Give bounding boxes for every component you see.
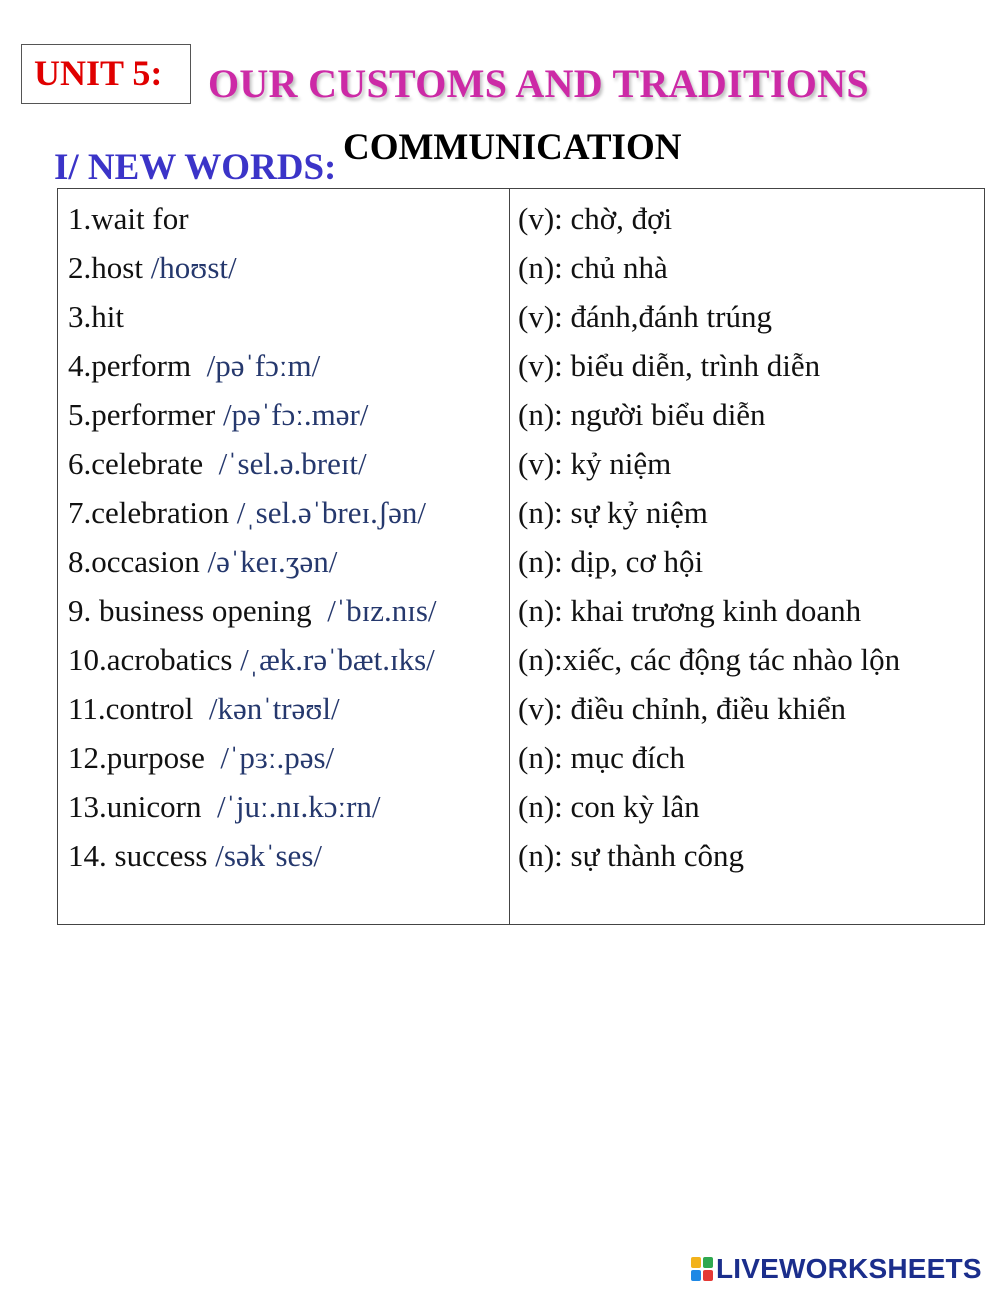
word-pronunciation: /ˈjuː.nɪ.kɔːrn/ (216, 789, 381, 824)
page-subtitle: COMMUNICATION (343, 127, 682, 168)
word-entry (68, 834, 509, 883)
word-pronunciation: /ˈpɜː.pəs/ (220, 740, 335, 775)
word-meaning: (n):xiếc, các động tác nhào lộn (518, 642, 901, 677)
word-entry (68, 197, 509, 246)
word-meaning: (n): người biểu diễn (518, 397, 766, 432)
word-meaning: (n): chủ nhà (518, 250, 668, 285)
word-pronunciation: /ˈsel.ə.breɪt/ (218, 446, 367, 481)
page-title: OUR CUSTOMS AND TRADITIONS (208, 61, 869, 106)
word-text: 11.control (68, 691, 209, 726)
unit-label-box (21, 44, 191, 104)
word-text: 14. success (68, 838, 216, 873)
word-pronunciation: /kənˈtrəʊl/ (208, 691, 340, 726)
word-entry (68, 442, 509, 491)
word-text: 2.host (68, 250, 151, 285)
word-meaning: (v): điều chỉnh, điều khiển (518, 691, 846, 726)
word-meaning: (n): dịp, cơ hội (518, 544, 704, 579)
word-text: 12.purpose (68, 740, 221, 775)
word-entry (68, 687, 509, 736)
word-text: 8.occasion (68, 544, 208, 579)
word-text: 9. business opening (68, 593, 328, 628)
word-meaning: (v): chờ, đợi (518, 201, 673, 236)
section-heading: I/ NEW WORDS: (54, 147, 337, 188)
word-meaning: (n): con kỳ lân (518, 789, 700, 824)
word-entry (68, 638, 509, 687)
word-entry (68, 540, 509, 589)
word-meaning: (v): đánh,đánh trúng (518, 299, 772, 334)
meanings-column (510, 189, 984, 924)
word-text: 7.celebration (68, 495, 237, 530)
word-text: 5.performer (68, 397, 223, 432)
word-pronunciation: /pəˈfɔːm/ (206, 348, 321, 383)
word-pronunciation: /hoʊst/ (150, 250, 237, 285)
word-entry (68, 344, 509, 393)
unit-label: UNIT 5: (34, 53, 163, 93)
word-meaning: (n): sự thành công (518, 838, 745, 873)
word-entry (68, 736, 509, 785)
liveworksheets-logo-icon (691, 1257, 713, 1281)
word-entry (68, 589, 509, 638)
word-meaning: (n): khai trương kinh doanh (518, 593, 862, 628)
word-text: 1.wait for (68, 201, 197, 236)
word-entry (68, 785, 509, 834)
word-entry (68, 295, 509, 344)
word-pronunciation: /pəˈfɔː.mər/ (222, 397, 369, 432)
word-pronunciation: /ˌsel.əˈbreɪ.ʃən/ (236, 495, 427, 530)
word-meaning: (v): biểu diễn, trình diễn (518, 348, 821, 383)
vocabulary-table (57, 188, 985, 925)
words-column (58, 189, 510, 924)
word-meaning: (n): sự kỷ niệm (518, 495, 708, 530)
word-text: 6.celebrate (68, 446, 219, 481)
word-pronunciation: /ˈbɪz.nɪs/ (327, 593, 437, 628)
word-pronunciation: /ˌæk.rəˈbæt.ɪks/ (240, 642, 435, 677)
word-entry (68, 246, 509, 295)
word-text: 4.perform (68, 348, 207, 383)
word-text: 13.unicorn (68, 789, 217, 824)
word-meaning: (n): mục đích (518, 740, 686, 775)
word-pronunciation: /əˈkeɪ.ʒən/ (207, 544, 338, 579)
liveworksheets-logo (691, 1254, 982, 1284)
word-text: 10.acrobatics (68, 642, 241, 677)
word-text: 3.hit (68, 299, 124, 334)
word-pronunciation: /səkˈses/ (215, 838, 322, 873)
word-meaning: (v): kỷ niệm (518, 446, 672, 481)
word-entry (68, 393, 509, 442)
logo-text: LIVEWORKSHEETS (716, 1253, 982, 1284)
word-entry (68, 491, 509, 540)
